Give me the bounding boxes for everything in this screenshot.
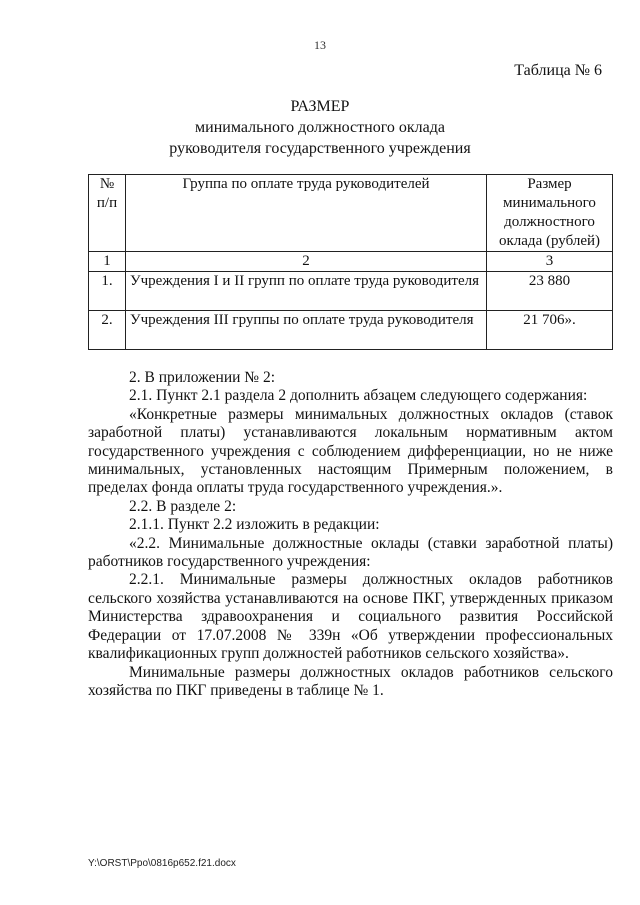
header-number: № п/п [89,175,126,252]
table-row [89,272,613,311]
row-group: Учреждения III группы по оплате труда руководителя [126,311,487,350]
table-row [89,311,613,350]
paragraph: 2.2. В разделе 2: [129,497,237,515]
table-header-row [89,175,613,252]
row-salary: 21 706». [487,311,613,350]
numbering-cell: 2 [126,252,487,272]
paragraph: «Конкретные размеры минимальных должностных окладов (ставок заработной платы) устанавливаются локальным нормативным актом государственного учреждения с соблюдением дифференциации, но не ниже минимальных, установленных настоящим Примерным положением, в пределах фонда оплаты труда государственного учреждения.». [88,405,613,497]
footer-file-path: Y:\ORST\Ppo\0816p652.f21.docx [88,858,236,869]
paragraph: «2.2. Минимальные должностные оклады (ставки заработной платы) работников государственного учреждения: [88,534,613,571]
row-number: 1. [89,272,126,311]
document-title: РАЗМЕР [290,98,350,115]
paragraph: 2.2.1. Минимальные размеры должностных окладов работников сельского хозяйства устанавливаются на основе ПКГ, утвержденных приказом Министерства здравоохранения и социального развития Российской Федерации от 17.07.2008 № 339н «Об утверждении профессиональных квалификационных групп должностей работников сельского хозяйства». [88,571,613,663]
paragraph: Минимальные размеры должностных окладов работников сельского хозяйства по ПКГ приведены в таблице № 1. [88,663,613,699]
paragraph: 2. В приложении № 2: [129,369,276,386]
header-salary: Размер минимального должностного оклада (рублей) [487,175,613,252]
header-group: Группа по оплате труда руководителей [126,175,487,252]
row-salary: 23 880 [487,272,613,311]
table-numbering-row [89,252,613,272]
row-group: Учреждения I и II групп по оплате труда руководителя [126,272,487,311]
body-text [88,369,613,700]
numbering-cell: 3 [487,252,613,272]
page-number: 13 [314,38,326,52]
row-number: 2. [89,311,126,350]
document-subtitle-line-2: руководителя государственного учреждения [169,140,471,157]
paragraph: 2.1. Пункт 2.1 раздела 2 дополнить абзацем следующего содержания: [129,387,588,405]
table-caption: Таблица № 6 [514,62,602,79]
salary-table [88,174,613,350]
paragraph: 2.1.1. Пункт 2.2 изложить в редакции: [129,516,380,534]
numbering-cell: 1 [89,252,126,272]
document-subtitle-line-1: минимального должностного оклада [195,119,445,136]
